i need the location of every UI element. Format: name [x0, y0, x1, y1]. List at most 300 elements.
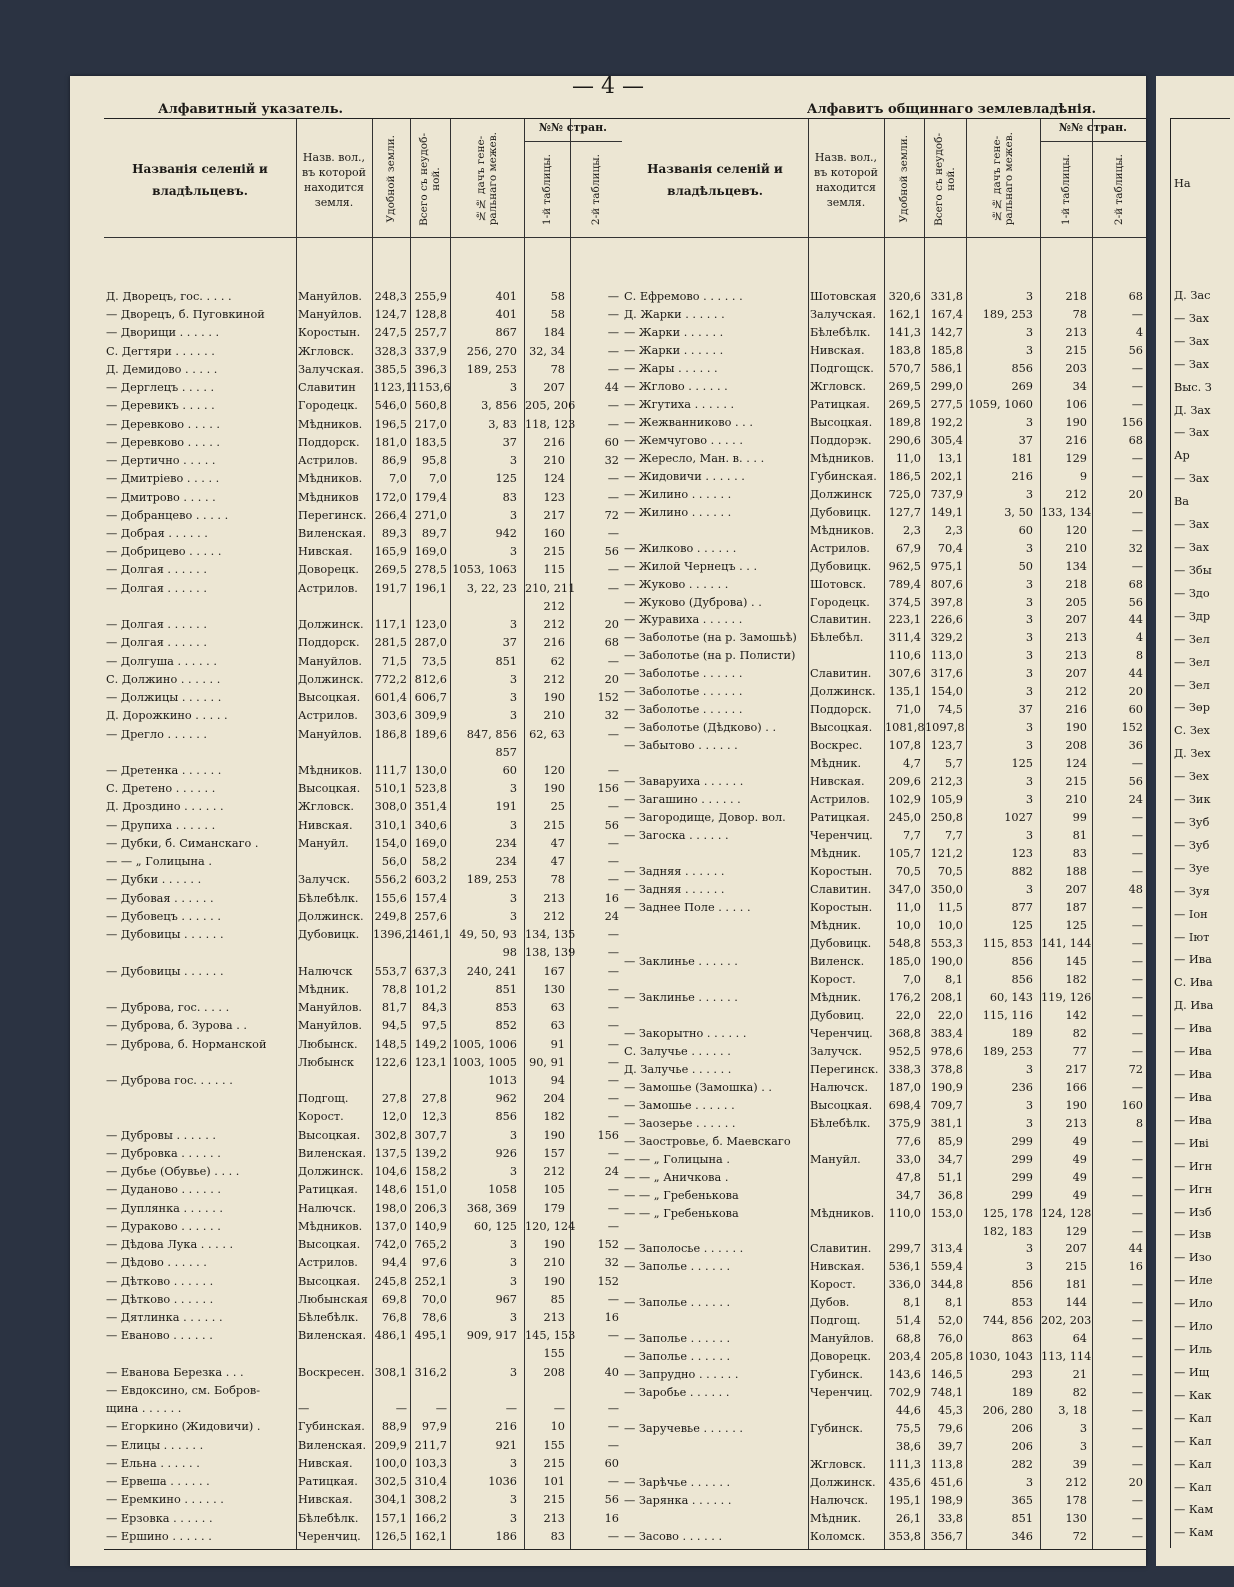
- cell-b: 58,2: [421, 855, 447, 869]
- cell-name: — Добранцево . . . . .: [106, 508, 229, 522]
- cell-a: 154,0: [374, 836, 407, 850]
- cell-a: 143,6: [888, 1368, 921, 1382]
- table-row: [622, 864, 1146, 880]
- next-page-rule: [1170, 118, 1230, 119]
- cell-t1: 49: [1072, 1188, 1087, 1202]
- table-row: [622, 559, 1146, 575]
- table-row: [622, 1098, 1146, 1114]
- cell-t2: —: [607, 1475, 619, 1489]
- cell-d: 926: [495, 1146, 517, 1160]
- cell-b: 737,9: [930, 487, 963, 501]
- cell-b: 378,8: [930, 1062, 963, 1076]
- cell-a: 110,0: [888, 1206, 921, 1220]
- cell-t2: —: [607, 1146, 619, 1160]
- cell-b: 313,4: [930, 1242, 963, 1256]
- cell-t2: 72: [1128, 1062, 1143, 1076]
- cell-d: 3: [1025, 721, 1033, 735]
- cell-name: — Зарѣчье . . . . . .: [624, 1476, 731, 1490]
- cell-b: 1097,8: [925, 721, 965, 735]
- cell-t1: 25: [550, 800, 565, 814]
- cell-a: 336,0: [888, 1278, 921, 1292]
- cell-b: 84,3: [421, 1001, 447, 1015]
- cell-t1: 90, 91: [529, 1055, 565, 1069]
- cell-t1: 123: [543, 490, 565, 504]
- header-vsego: [924, 123, 966, 235]
- cell-name: — Дубовицы . . . . . .: [106, 964, 224, 978]
- table-row: [104, 1000, 622, 1016]
- cell-t2: 152: [597, 1274, 619, 1288]
- cell-t1: 178: [1065, 1494, 1087, 1508]
- next-page-fragment: — Здр: [1174, 609, 1211, 623]
- cell-vol: Перегинск.: [810, 1062, 879, 1076]
- cell-a: 385,5: [374, 362, 407, 376]
- next-page-fragment: — Игн: [1174, 1182, 1213, 1196]
- cell-d: 3: [1025, 667, 1033, 681]
- cell-t2: 68: [1128, 433, 1143, 447]
- cell-t1: 125: [1065, 919, 1087, 932]
- cell-d: 216: [495, 1420, 517, 1434]
- cell-d: 3: [509, 1274, 517, 1288]
- table-row: [622, 1457, 1146, 1473]
- cell-d: 1013: [488, 1073, 517, 1087]
- header-separator: [104, 237, 622, 238]
- cell-name: С. Дретено . . . . . .: [106, 782, 216, 796]
- cell-t1: 215: [1065, 1260, 1087, 1274]
- cell-vol: Мѣдников.: [810, 523, 875, 537]
- cell-d: 98: [502, 946, 517, 960]
- cell-b: 317,6: [930, 667, 963, 681]
- cell-a: 11,0: [895, 451, 921, 465]
- cell-d: 3: [1025, 1116, 1033, 1130]
- cell-a: 962,5: [888, 559, 921, 573]
- cell-vol: Мануйлов.: [298, 308, 362, 322]
- cell-a: 148,6: [374, 1183, 407, 1197]
- cell-d: 967: [495, 1292, 517, 1306]
- cell-a: 67,9: [895, 541, 921, 555]
- cell-vol: Мануйлов.: [298, 1001, 362, 1015]
- cell-a: 44,6: [895, 1404, 921, 1418]
- cell-t1: 210: [543, 454, 565, 468]
- table-row: [104, 1346, 622, 1362]
- cell-t1: 181: [1065, 1278, 1087, 1292]
- table-row: [104, 818, 622, 834]
- cell-t1: 83: [1072, 847, 1087, 861]
- table-row: [622, 1080, 1146, 1096]
- cell-name: — Ершино . . . . . .: [106, 1529, 212, 1543]
- table-row: [622, 684, 1146, 700]
- cell-d: 189, 253: [466, 362, 517, 376]
- table-row: [622, 828, 1146, 844]
- next-page-fragment: — Ило: [1174, 1320, 1213, 1334]
- cell-t1: 212: [543, 672, 565, 686]
- table-row: [104, 1091, 622, 1107]
- cell-name: Д. Дроздино . . . . . .: [106, 800, 224, 814]
- cell-d: 182, 183: [982, 1224, 1033, 1238]
- cell-t1: 145: [1065, 954, 1087, 968]
- next-page-fragment: — Зуб: [1174, 838, 1210, 852]
- cell-t2: 56: [604, 818, 619, 832]
- header-t2: [1092, 145, 1146, 235]
- next-page-fragment: — Кам: [1174, 1526, 1214, 1540]
- table-row: [104, 727, 622, 743]
- table-row: [104, 453, 622, 469]
- cell-a: 172,0: [374, 490, 407, 504]
- cell-t1: 210, 211: [525, 581, 576, 595]
- cell-b: 79,6: [937, 1422, 963, 1436]
- table-row: [104, 380, 622, 396]
- cell-name: — Ерзовка . . . . . .: [106, 1511, 213, 1525]
- cell-t1: 133, 134: [1041, 505, 1092, 519]
- cell-t1: 120: [543, 764, 565, 778]
- cell-name: С. Залучье . . . . . .: [624, 1044, 731, 1058]
- cell-t2: 56: [604, 1493, 619, 1507]
- header-t2-label: 2-й таблицы.: [1113, 154, 1125, 226]
- cell-d: 60, 125: [473, 1219, 517, 1233]
- cell-t2: 16: [604, 1511, 619, 1525]
- cell-a: 157,1: [374, 1511, 407, 1525]
- cell-b: 142,7: [930, 325, 963, 339]
- cell-a: 553,7: [374, 964, 407, 978]
- cell-d: 962: [495, 1092, 517, 1106]
- next-page-fragment: — Ива: [1174, 1113, 1212, 1127]
- header-udobn: [372, 123, 410, 235]
- next-page-fragment: Д. Зас: [1174, 289, 1211, 302]
- cell-name: — Заостровье, б. Маевскаго: [624, 1134, 791, 1148]
- cell-a: 952,5: [888, 1044, 921, 1058]
- cell-vol: Высоцкая.: [298, 1238, 361, 1252]
- cell-t1: 179: [543, 1201, 565, 1215]
- cell-name: — Друпиха . . . . . .: [106, 818, 216, 832]
- cell-vol: Коростын.: [810, 865, 873, 879]
- cell-d: 1053, 1063: [452, 563, 517, 577]
- cell-vol: Коростын.: [810, 901, 873, 915]
- cell-t2: —: [1131, 1206, 1143, 1220]
- cell-a: 189,8: [888, 415, 921, 429]
- cell-vol: Дубовицк.: [810, 936, 872, 950]
- cell-b: 350,0: [930, 883, 963, 897]
- cell-a: 135,1: [888, 685, 921, 699]
- cell-b: 252,1: [414, 1274, 447, 1288]
- cell-t2: 56: [1128, 775, 1143, 789]
- cell-t1: 210: [1065, 793, 1087, 807]
- cell-name: — Дворищи . . . . . .: [106, 326, 220, 340]
- table-row: [622, 487, 1146, 503]
- cell-d: 3: [509, 818, 517, 832]
- cell-t2: —: [607, 1402, 619, 1416]
- table-row: [104, 1128, 622, 1144]
- cell-t2: —: [607, 964, 619, 978]
- cell-name: С. Должино . . . . . .: [106, 672, 221, 686]
- cell-name: — Жилково . . . . . .: [624, 541, 737, 555]
- cell-vol: Мануйл.: [298, 836, 349, 850]
- cell-vol: Нивская.: [810, 1260, 865, 1274]
- cell-d: 3, 22, 23: [466, 581, 517, 595]
- cell-t2: —: [1131, 1530, 1143, 1544]
- cell-b: 603,2: [414, 873, 447, 887]
- cell-b: 208,1: [930, 990, 963, 1004]
- cell-d: 1030, 1043: [968, 1350, 1033, 1364]
- cell-a: 124,7: [374, 308, 407, 322]
- cell-name: — Долгая . . . . . .: [106, 563, 207, 577]
- cell-b: 316,2: [414, 1365, 447, 1379]
- cell-vol: Залучск.: [298, 873, 351, 887]
- cell-name: — Заболотье (на р. Полисти): [624, 649, 796, 663]
- cell-name: — Дѣтково . . . . . .: [106, 1274, 214, 1288]
- cell-vol: Любынск.: [298, 1037, 358, 1051]
- cell-a: 266,4: [374, 508, 407, 522]
- cell-vol: Славитин.: [810, 1242, 872, 1256]
- cell-vol: Ратицкая.: [810, 811, 870, 825]
- cell-t1: 62: [550, 654, 565, 668]
- cell-t2: —: [607, 1420, 619, 1434]
- cell-t2: —: [607, 326, 619, 340]
- cell-b: 307,7: [414, 1128, 447, 1142]
- cell-b: 206,3: [414, 1201, 447, 1215]
- cell-b: 70,0: [421, 1292, 447, 1306]
- cell-name: — Еремкино . . . . . .: [106, 1493, 224, 1507]
- cell-t1: 212: [1065, 685, 1087, 699]
- cell-d: 269: [1011, 379, 1033, 393]
- cell-vol: Поддорэк.: [810, 433, 872, 447]
- cell-vol: Мѣдников.: [298, 472, 363, 486]
- cell-t1: 213: [543, 1511, 565, 1525]
- cell-b: 157,4: [414, 891, 447, 905]
- cell-name: — Дмитрово . . . . .: [106, 490, 216, 504]
- cell-b: 123,1: [414, 1055, 447, 1069]
- next-page-fragment: — Как: [1174, 1388, 1212, 1402]
- cell-t2: —: [607, 654, 619, 668]
- cell-t1: 47: [550, 855, 565, 869]
- cell-b: 329,2: [930, 631, 963, 645]
- cell-d: 206: [1011, 1422, 1033, 1436]
- next-page-fragment: — Зуя: [1174, 884, 1210, 898]
- table-row: [622, 1421, 1146, 1437]
- cell-name: — Дуброва, б. Норманской: [106, 1037, 267, 1051]
- cell-vol: Мѣдников.: [298, 417, 363, 431]
- cell-b: 226,6: [930, 613, 963, 627]
- table-row: [104, 690, 622, 706]
- cell-t1: 120: [1065, 523, 1087, 537]
- cell-a: 198,0: [374, 1201, 407, 1215]
- cell-vol: Мѣдник.: [810, 757, 862, 771]
- cell-a: 185,0: [888, 954, 921, 968]
- cell-a: 302,8: [374, 1128, 407, 1142]
- table-row: [622, 792, 1146, 808]
- cell-name: — Загашино . . . . . .: [624, 793, 741, 807]
- cell-t2: 32: [604, 709, 619, 723]
- table-row: [104, 1492, 622, 1508]
- table-row: [104, 307, 622, 323]
- cell-name: — Дѣдово . . . . . .: [106, 1256, 207, 1270]
- next-page-fragment: — Иль: [1174, 1343, 1213, 1357]
- cell-vol: Любынск: [298, 1055, 354, 1069]
- cell-vol: Мануйлов.: [298, 1019, 362, 1033]
- cell-vol: Мѣдников.: [298, 764, 363, 778]
- table-row: [622, 936, 1146, 952]
- cell-d: 189: [1011, 1386, 1033, 1400]
- cell-a: 26,1: [895, 1512, 921, 1526]
- cell-t2: 24: [1128, 793, 1143, 807]
- table-row: [104, 599, 622, 615]
- cell-a: 772,2: [374, 672, 407, 686]
- cell-t1: 49: [1072, 1134, 1087, 1148]
- table-row: [104, 1037, 622, 1053]
- table-row: [622, 1206, 1146, 1222]
- cell-name: С. Ефремово . . . . . .: [624, 290, 743, 303]
- cell-t2: —: [1131, 757, 1143, 771]
- cell-t1: 190: [543, 782, 565, 796]
- table-row: [622, 900, 1146, 916]
- next-page-fragment: — Ищ: [1174, 1365, 1210, 1379]
- cell-name: — Заболотье . . . . . .: [624, 685, 743, 699]
- cell-name: — Долгуша . . . . . .: [106, 654, 217, 668]
- cell-b: 308,2: [414, 1493, 447, 1507]
- table-row: [104, 781, 622, 797]
- cell-vol: Любынская: [298, 1292, 368, 1306]
- next-page-fragment: — Изб: [1174, 1205, 1212, 1219]
- next-page-fragment: — Зел: [1174, 632, 1210, 646]
- header-separator: [622, 237, 1146, 238]
- next-page-fragment: — Кал: [1174, 1411, 1212, 1425]
- cell-b: 807,6: [930, 577, 963, 591]
- cell-b: 13,1: [937, 451, 963, 465]
- cell-name: — Жуково (Дуброва) . .: [624, 595, 762, 609]
- cell-t2: 20: [1128, 487, 1143, 501]
- cell-a: 137,0: [374, 1219, 407, 1233]
- cell-vol: Бѣлебѣлк.: [298, 891, 359, 905]
- table-row: [104, 526, 622, 542]
- cell-b: 70,4: [937, 541, 963, 555]
- cell-t1: 134: [1065, 559, 1087, 573]
- cell-t1: 155: [543, 1347, 565, 1361]
- cell-t2: —: [1131, 1278, 1143, 1292]
- header-right: Алфавитъ общиннаго землевладѣнія.: [806, 102, 1096, 117]
- cell-name: — Жглово . . . . . .: [624, 379, 728, 393]
- cell-name: — Добрая . . . . . .: [106, 527, 208, 540]
- cell-name: — — „ Голицына .: [106, 855, 212, 869]
- table-row: [104, 344, 622, 360]
- cell-t2: 32: [604, 454, 619, 468]
- cell-t1: 216: [1065, 703, 1087, 717]
- cell-a: 249,8: [374, 909, 407, 923]
- cell-t2: —: [607, 472, 619, 486]
- cell-t2: 44: [1128, 1242, 1143, 1256]
- table-row: [104, 289, 622, 305]
- cell-vol: Ратицкая.: [298, 1183, 358, 1197]
- cell-t2: —: [607, 982, 619, 996]
- cell-a: 12,0: [381, 1110, 407, 1124]
- cell-t1: 184: [543, 326, 565, 340]
- cell-a: 310,1: [374, 818, 407, 832]
- cell-b: 637,3: [414, 964, 447, 978]
- cell-b: 748,1: [930, 1386, 963, 1400]
- cell-t1: 213: [1065, 631, 1087, 645]
- cell-b: 146,5: [930, 1368, 963, 1382]
- cell-vol: Должинск.: [298, 618, 364, 632]
- cell-vol: Налючск.: [810, 1494, 869, 1508]
- cell-a: 281,5: [374, 636, 407, 650]
- table-row: [104, 1055, 622, 1071]
- cell-a: 38,6: [895, 1440, 921, 1454]
- cell-vol: Высоцкая.: [298, 691, 361, 705]
- cell-d: 851: [495, 654, 517, 668]
- cell-a: 308,1: [374, 1365, 407, 1379]
- cell-t1: 78: [1072, 307, 1087, 321]
- table-row: [622, 1152, 1146, 1168]
- cell-t2: —: [607, 362, 619, 376]
- cell-t1: 145, 153: [525, 1329, 576, 1343]
- cell-t1: 47: [550, 836, 565, 850]
- page-number: — 4 —: [572, 74, 644, 99]
- table-row: [104, 362, 622, 378]
- cell-vol: Нивская.: [810, 343, 865, 357]
- cell-t2: —: [1131, 1152, 1143, 1166]
- cell-t1: 129: [1065, 451, 1087, 465]
- cell-t1: 212: [543, 1165, 565, 1179]
- cell-vol: Подгощск.: [810, 361, 874, 375]
- cell-t1: 187: [1065, 901, 1087, 915]
- cell-a: 141,3: [888, 325, 921, 339]
- cell-name: — Должицы . . . . . .: [106, 691, 222, 705]
- cell-b: 158,2: [414, 1165, 447, 1179]
- cell-t2: 4: [1135, 631, 1143, 645]
- cell-b: 95,8: [421, 454, 447, 468]
- cell-d: 3: [1025, 649, 1033, 663]
- cell-b: 10,0: [937, 919, 963, 932]
- cell-t2: 8: [1135, 1116, 1143, 1130]
- cell-b: 351,4: [414, 800, 447, 814]
- cell-t1: —: [553, 1402, 565, 1416]
- cell-vol: —: [298, 1402, 310, 1416]
- cell-vol: Мануйлов.: [298, 654, 362, 668]
- next-page-fragment: — Кал: [1174, 1457, 1212, 1471]
- cell-d: 37: [1018, 433, 1033, 447]
- table-row: [104, 417, 622, 433]
- table-row: [104, 435, 622, 451]
- cell-a: 374,5: [888, 595, 921, 609]
- cell-t1: 213: [1065, 1116, 1087, 1130]
- cell-name: — Забытово . . . . . .: [624, 739, 738, 753]
- cell-t2: —: [607, 527, 619, 540]
- cell-b: 189,6: [414, 727, 447, 741]
- cell-b: 39,7: [937, 1440, 963, 1454]
- cell-name: — Заболотье . . . . . .: [624, 703, 743, 717]
- cell-name: — — „ Аничкова .: [624, 1170, 729, 1184]
- cell-t2: 8: [1135, 649, 1143, 663]
- cell-d: 1003, 1005: [452, 1055, 517, 1069]
- table-row: [104, 854, 622, 870]
- cell-b: 11,5: [937, 901, 963, 915]
- cell-vol: Высоцкая.: [810, 721, 873, 735]
- cell-d: 3: [1025, 1476, 1033, 1490]
- cell-vol: Корост.: [810, 972, 856, 986]
- cell-b: 139,2: [414, 1146, 447, 1160]
- cell-b: 73,5: [421, 654, 447, 668]
- cell-d: 83: [502, 490, 517, 504]
- cell-vol: Подгощ.: [298, 1092, 349, 1106]
- cell-a: 104,6: [374, 1165, 407, 1179]
- cell-d: 60: [1018, 523, 1033, 537]
- next-page-fragment: — Зах: [1174, 357, 1210, 371]
- table-row: [622, 1349, 1146, 1365]
- cell-d: 853: [495, 1001, 517, 1015]
- cell-t1: 63: [550, 1019, 565, 1033]
- table-row: [622, 451, 1146, 467]
- next-page-fragment: — Зах: [1174, 311, 1210, 325]
- cell-t1: 118, 123: [525, 417, 576, 431]
- table-row: [104, 872, 622, 888]
- cell-name: — Дубровка . . . . . .: [106, 1146, 221, 1160]
